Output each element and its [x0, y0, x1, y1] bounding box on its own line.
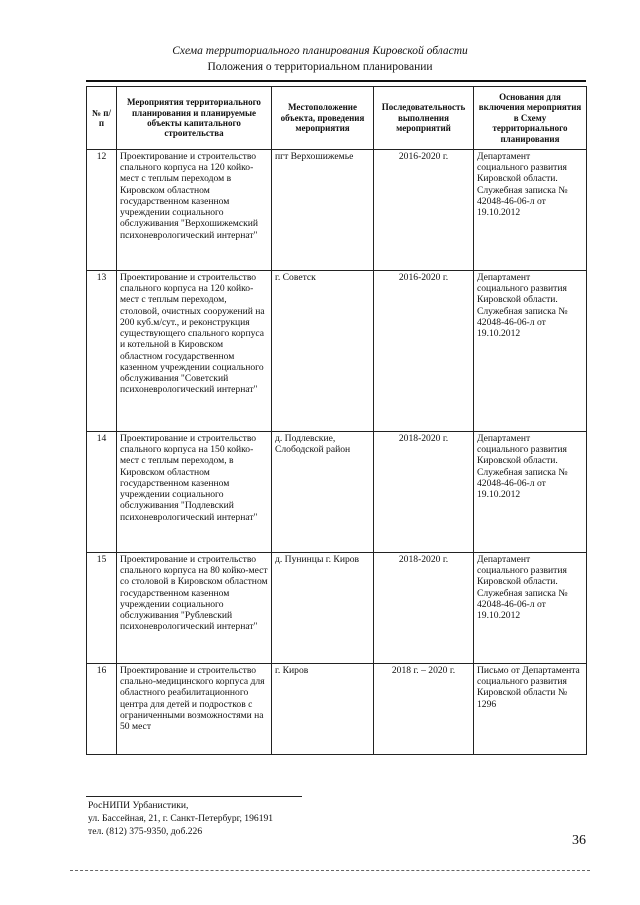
col-header-activity: Мероприятия территориального планирования и планируемые объекты капитального строительства — [117, 87, 272, 150]
row-location: д. Подлевские, Слободской район — [272, 432, 374, 553]
page-number: 36 — [572, 833, 586, 848]
row-location: д. Пунинцы г. Киров — [272, 553, 374, 664]
footer-address: ул. Бассейная, 21, г. Санкт-Петербург, 196191 — [88, 812, 274, 824]
row-activity: Проектирование и строительство спально-медицинского корпуса для областного реабилитационного центра для детей и подростков с ограниченными возможностями на 50 мест — [117, 664, 272, 755]
row-number: 14 — [87, 432, 117, 553]
header-rule — [86, 80, 586, 82]
row-location: пгт Верхошижемье — [272, 150, 374, 271]
row-activity: Проектирование и строительство спального корпуса на 80 койко-мест со столовой в Кировском областном государственном казенном учреждении социального обслуживания "Рублевский психоневрологический интернат" — [117, 553, 272, 664]
col-header-number: № п/п — [87, 87, 117, 150]
row-number: 13 — [87, 271, 117, 432]
row-location: г. Советск — [272, 271, 374, 432]
table-row — [87, 553, 587, 664]
row-number: 16 — [87, 664, 117, 755]
row-location: г. Киров — [272, 664, 374, 755]
row-basis: Департамент социального развития Кировской области. Служебная записка № 42048-46-06-л от 19.10.2012 — [474, 432, 587, 553]
footer-org: РосНИПИ Урбанистики, — [88, 800, 189, 811]
row-activity: Проектирование и строительство спального корпуса на 120 койко-мест с теплым переходом в Кировском областном государственном казенном учреждении социального обслуживания "Верхошижемский психоневрологический интернат" — [117, 150, 272, 271]
document-subtitle: Положения о территориальном планировании — [207, 61, 433, 73]
row-basis: Письмо от Департамента социального развития Кировской области № 1296 — [474, 664, 587, 755]
row-basis: Департамент социального развития Кировской области. Служебная записка № 42048-46-06-л от 19.10.2012 — [474, 271, 587, 432]
table-row — [87, 432, 587, 553]
row-basis: Департамент социального развития Кировской области. Служебная записка № 42048-46-06-л от 19.10.2012 — [474, 553, 587, 664]
col-header-location: Местоположение объекта, проведения мероприятия — [272, 87, 374, 150]
footer-rule — [86, 796, 302, 797]
row-number: 15 — [87, 553, 117, 664]
row-activity: Проектирование и строительство спального корпуса на 120 койко-мест с теплым переходом, столовой, очистных сооружений на 200 куб.м/сут., и реконструкция существующего спального корпуса и котельной в Кировском областном государственном казенном учреждении социального обслуживания "Советский психоневрологический интернат" — [117, 271, 272, 432]
row-number: 12 — [87, 150, 117, 271]
scan-artifact-line — [70, 870, 590, 871]
row-basis: Департамент социального развития Кировской области. Служебная записка № 42048-46-06-л от 19.10.2012 — [474, 150, 587, 271]
row-timing: 2018 г. – 2020 г. — [374, 664, 474, 755]
document-title: Схема территориального планирования Кировской области — [172, 45, 468, 57]
row-activity: Проектирование и строительство спального корпуса на 150 койко-мест с теплым переходом, в Кировском областном государственном казенном учреждении социального обслуживания "Подлевский психоневрологический интернат" — [117, 432, 272, 553]
col-header-basis: Основания для включения мероприятия в Схему территориального планирования — [474, 87, 587, 150]
footer-block — [88, 800, 273, 839]
footer-phone: тел. (812) 375-9350, доб.226 — [88, 825, 203, 837]
table-header-row — [87, 87, 587, 150]
col-header-sequence: Последовательность выполнения мероприятий — [374, 87, 474, 150]
table-row — [87, 664, 587, 755]
row-timing: 2018-2020 г. — [374, 432, 474, 553]
measures-table — [86, 86, 587, 755]
row-timing: 2018-2020 г. — [374, 553, 474, 664]
row-timing: 2016-2020 г. — [374, 150, 474, 271]
table-row — [87, 271, 587, 432]
table-row — [87, 150, 587, 271]
row-timing: 2016-2020 г. — [374, 271, 474, 432]
